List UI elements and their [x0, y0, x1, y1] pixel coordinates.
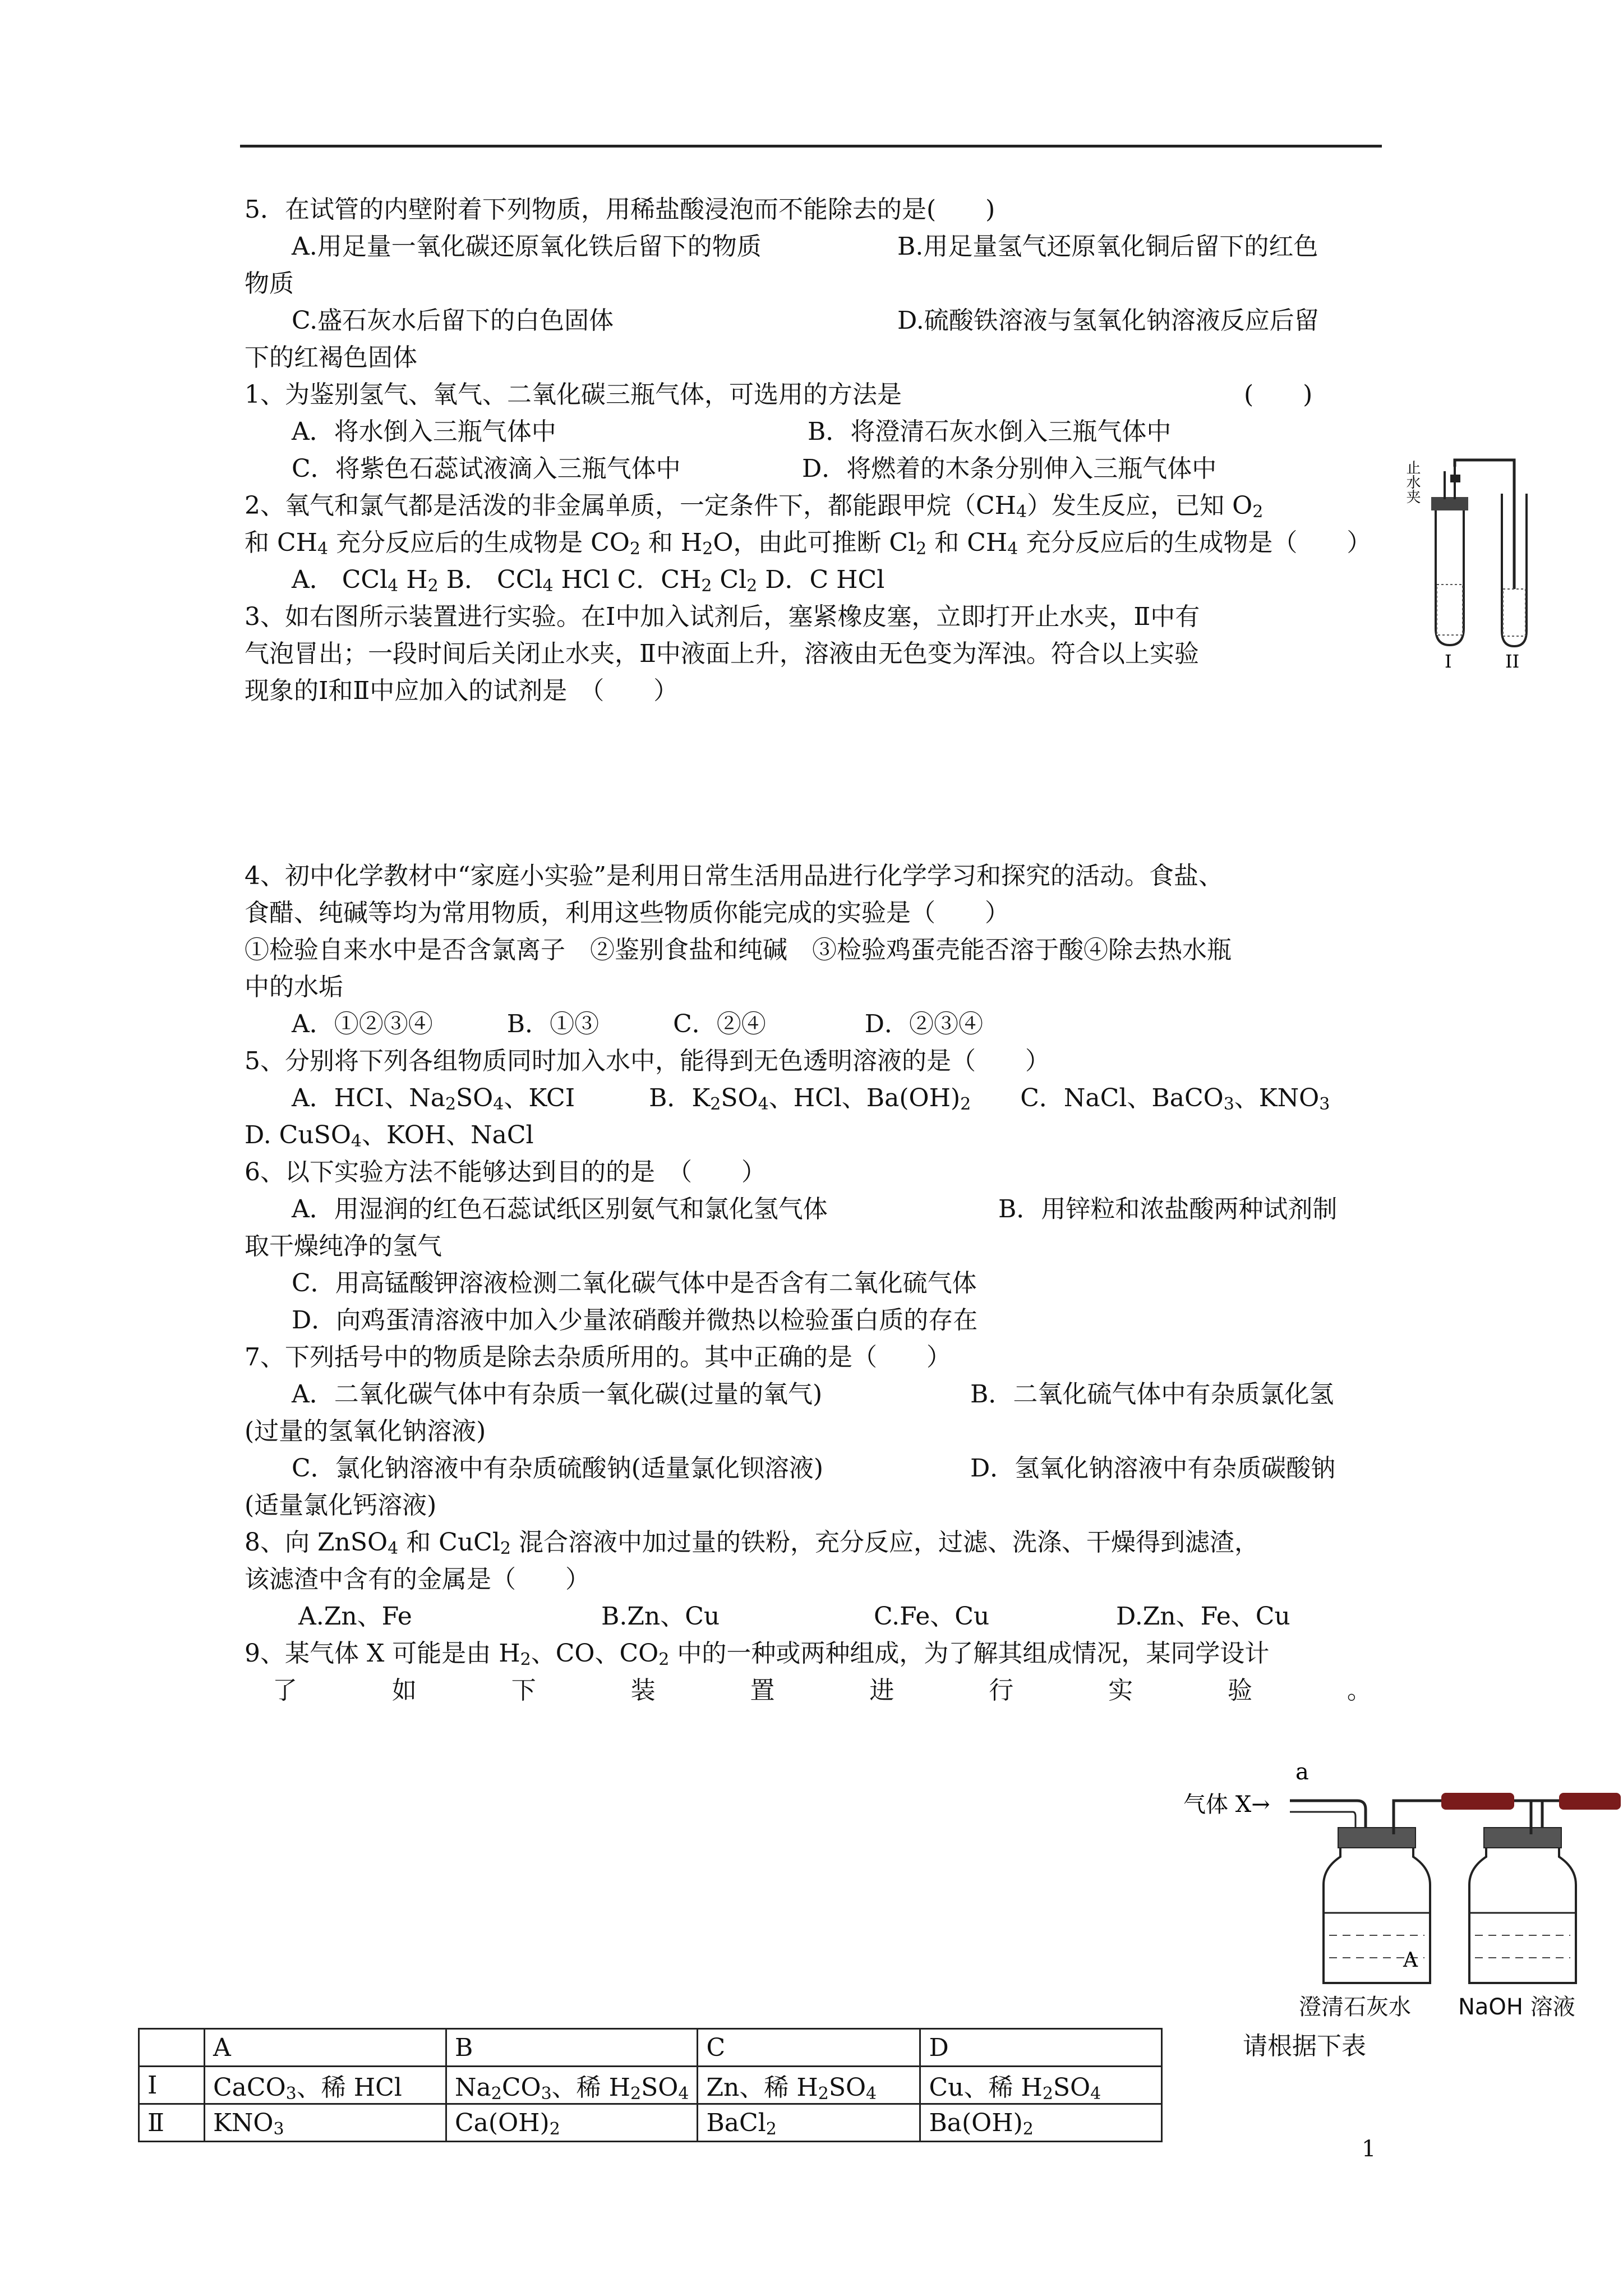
q5a-option-c: C.盛石灰水后留下的白色固体: [292, 306, 614, 335]
tube-ii-liquid: [1503, 589, 1525, 636]
q3-line1: 3、如右图所示装置进行实验。在Ⅰ中加入试剂后，塞紧橡皮塞，立即打开止水夹，Ⅱ中有: [245, 602, 1200, 631]
q6-stem: 6、以下实验方法不能够达到目的的是 （ ）: [245, 1158, 766, 1186]
q1-stem: 1、为鉴别氢气、氧气、二氧化碳三瓶气体，可选用的方法是: [245, 380, 902, 409]
bottle-b-caption: NaOH 溶液: [1458, 1994, 1575, 2020]
bottle-a-caption: 澄清石灰水: [1299, 1994, 1411, 2020]
q2-line1: 2、氧气和氯气都是活泼的非金属单质，一定条件下，都能跟甲烷$(CH_4)$发生反应，已知 $O_2$: [245, 491, 1264, 522]
table-header-cell: C: [698, 2029, 920, 2067]
q1-answer-paren: ( ): [1244, 380, 1313, 409]
reagent-table: [138, 2028, 1163, 2142]
q6-option-c: C．用高锰酸钾溶液检测二氧化碳气体中是否含有二氧化硫气体: [292, 1269, 977, 1297]
q8-option-c: C.Fe、Cu: [874, 1602, 990, 1631]
q8-line1: 8、向 ZnSO$_4$ 和 CuCl$_2$ 混合溶液中加过量的铁粉，充分反应，过滤、洗涤、干燥得到滤渣，: [245, 1528, 1259, 1558]
q3-line2: 气泡冒出；一段时间后关闭止水夹，Ⅱ中液面上升，溶液由无色变为浑浊。符合以上实验: [245, 639, 1199, 668]
rubber-joint-2: [1559, 1793, 1621, 1810]
q5b-option-d: D. CuSO$_4$、KOH、NaCl: [245, 1121, 534, 1151]
tube-i-stopper: [1431, 497, 1468, 510]
table-cell: $Ca(OH)_2$: [446, 2104, 698, 2142]
q7-option-d-cont: (适量氯化钙溶液): [245, 1491, 437, 1520]
table-row: [139, 2104, 1162, 2142]
q4-line3: ①检验自来水中是否含氯离子 ②鉴别食盐和纯碱 ③检验鸡蛋壳能否溶于酸④除去热水瓶: [245, 936, 1232, 964]
q9-after-figure-text: 请根据下表: [1243, 2032, 1366, 2060]
q3-line3: 现象的Ⅰ和Ⅱ中应加入的试剂是 （ ）: [245, 677, 679, 705]
q1-option-b: B．将澄清石灰水倒入三瓶气体中: [808, 417, 1172, 446]
q7-option-b-cont: (过量的氢氧化钠溶液): [245, 1417, 486, 1446]
q5a-option-a: A.用足量一氧化碳还原氧化铁后留下的物质: [292, 232, 762, 261]
q1-option-d: D．将燃着的木条分别伸入三瓶气体中: [802, 454, 1217, 483]
q4-line4: 中的水垢: [245, 973, 343, 1001]
q1-option-a: A．将水倒入三瓶气体中: [292, 417, 556, 446]
q5a-stem: 5．在试管的内壁附着下列物质，用稀盐酸浸泡而不能除去的是( ): [245, 195, 995, 224]
q8-line2: 该滤渣中含有的金属是（ ）: [245, 1565, 590, 1594]
table-header-cell: B: [446, 2029, 698, 2067]
bottle-a-stopper: [1338, 1828, 1415, 1848]
q9-line1: 9、某气体 X 可能是由 $H_2$、CO、$CO_2$ 中的一种或两种组成，为了解其组成情况，某同学设计: [245, 1639, 1270, 1669]
tube-ii-label: II: [1505, 651, 1520, 672]
tube-i-liquid: [1437, 585, 1463, 635]
q4-line1: 4、初中化学教材中“家庭小实验”是利用日常生活用品进行化学学习和探究的活动。食盐、: [245, 862, 1223, 890]
q4-line2: 食醋、纯碱等均为常用物质，利用这些物质你能完成的实验是（ ）: [245, 899, 1009, 927]
rubber-joint-1: [1441, 1793, 1514, 1810]
table-header-row: [139, 2029, 1162, 2067]
table-row-label: Ⅱ: [139, 2104, 205, 2142]
table-header-cell: D: [920, 2029, 1162, 2067]
q6-option-a: A．用湿润的红色石蕊试纸区别氨气和氯化氢气体: [292, 1195, 828, 1223]
bottle-b: [1469, 1846, 1576, 1983]
q1-option-c: C．将紫色石蕊试液滴入三瓶气体中: [292, 454, 681, 483]
stopcock-clip: [1450, 475, 1460, 482]
q2-options: A． CCl$_4$ $H_2$ B． CCl$_4$ HCl C．$CH_2$ $Cl_2$ D．C HCl: [292, 565, 885, 596]
table-cell: $Ba(OH)_2$: [920, 2104, 1162, 2142]
gas-x-label: 气体 X→: [1183, 1792, 1270, 1818]
q5a-option-d: D.硫酸铁溶液与氢氧化钠溶液反应后留: [897, 306, 1319, 335]
stopcock-label: 止水夹: [1404, 460, 1421, 504]
q5b-options-abc: A．HCI、$Na_2SO_4$、KCI B．$K_2SO_4$、HCl、$Ba(OH)_2$ C．NaCl、BaCO$_3$、$KNO_3$: [292, 1084, 1330, 1114]
q4-options: A．①②③④ B．①③ C．②④ D．②③④: [292, 1010, 984, 1038]
inlet-a-label: a: [1295, 1759, 1309, 1785]
q6-option-b-cont: 取干燥纯净的氢气: [245, 1232, 442, 1260]
q7-option-a: A．二氧化碳气体中有杂质一氧化碳(过量的氧气): [292, 1380, 823, 1409]
header-rule: [240, 145, 1382, 148]
q7-option-d: D．氢氧化钠溶液中有杂质碳酸钠: [970, 1454, 1336, 1483]
q3-apparatus-figure: [1402, 438, 1542, 673]
table-row: [139, 2067, 1162, 2104]
table-row-label: I: [139, 2067, 205, 2104]
q8-option-b: B.Zn、Cu: [601, 1602, 720, 1631]
table-cell: $KNO_3$: [205, 2104, 446, 2142]
tube-i-label: I: [1445, 651, 1452, 672]
q7-option-b: B．二氧化硫气体中有杂质氯化氢: [970, 1380, 1334, 1409]
q7-option-c: C．氯化钠溶液中有杂质硫酸钠(适量氯化钡溶液): [292, 1454, 823, 1483]
bottle-b-stopper: [1484, 1828, 1561, 1848]
q8-option-a: A.Zn、Fe: [298, 1602, 412, 1631]
page-number: 1: [1362, 2136, 1376, 2162]
bottle-a-label: A: [1403, 1949, 1418, 1972]
table-cell: Zn、稀 $H_2SO_4$: [698, 2067, 920, 2104]
q8-option-d: D.Zn、Fe、Cu: [1116, 1602, 1290, 1631]
table-cell: Cu、稀 $H_2SO_4$: [920, 2067, 1162, 2104]
table-cell: $Na_2CO_3$、稀 $H_2SO_4$: [446, 2067, 698, 2104]
q5a-option-b-cont: 物质: [245, 269, 294, 298]
q6-option-b: B．用锌粒和浓盐酸两种试剂制: [998, 1195, 1338, 1223]
q7-stem: 7、下列括号中的物质是除去杂质所用的。其中正确的是（ ）: [245, 1343, 951, 1372]
table-cell: CaCO$_3$、稀 HCl: [205, 2067, 446, 2104]
table-cell: BaCl$_2$: [698, 2104, 920, 2142]
q5a-option-d-cont: 下的红褐色固体: [245, 343, 417, 372]
q5b-stem: 5、分别将下列各组物质同时加入水中，能得到无色透明溶液的是（ ）: [245, 1047, 1050, 1075]
q5a-option-b: B.用足量氢气还原氧化铜后留下的红色: [897, 232, 1318, 261]
table-corner-cell: [139, 2029, 205, 2067]
q2-line2: 和 $CH_4$ 充分反应后的生成物是 $CO_2$ 和 $H_2O$，由此可推断 $Cl_2$ 和 $CH_4$ 充分反应后的生成物是（ ）: [245, 528, 1372, 559]
q9-line2-spread: 了 如 下 装 置 进 行 实 验 。: [273, 1676, 1372, 1705]
table-header-cell: A: [205, 2029, 446, 2067]
q9-gas-washing-figure: [1172, 1756, 1621, 1991]
q6-option-d: D．向鸡蛋清溶液中加入少量浓硝酸并微热以检验蛋白质的存在: [292, 1306, 978, 1335]
